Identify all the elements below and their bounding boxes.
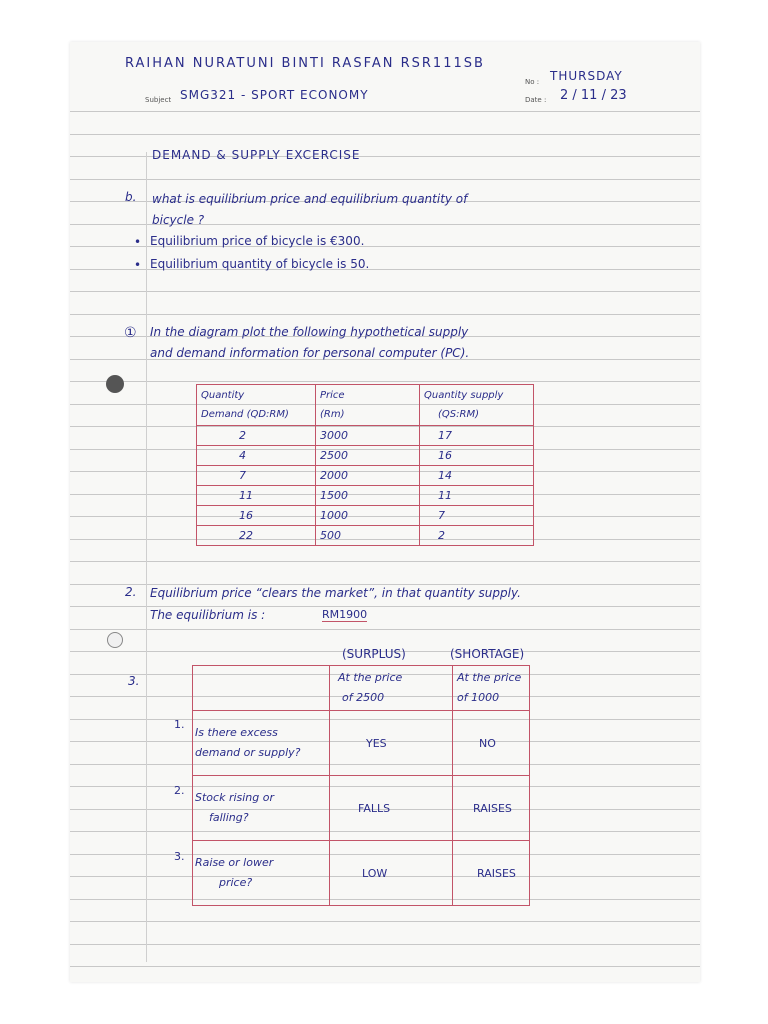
shortage-answer-cell: RAISES (453, 776, 530, 841)
bullet: • (134, 235, 142, 249)
qs-cell: 14 (420, 466, 534, 486)
empty-cell (193, 666, 330, 711)
page-title: DEMAND & SUPPLY EXCERCISE (152, 148, 361, 162)
row-number: 1. (174, 718, 185, 731)
margin-line (146, 152, 147, 962)
surplus-label: (SURPLUS) (342, 647, 406, 661)
table-row (197, 426, 534, 446)
table-header-row (193, 666, 530, 711)
qd-cell: 7 (197, 466, 316, 486)
bullet: • (134, 258, 142, 272)
qs-cell: 11 (420, 486, 534, 506)
price-cell: 1000 (316, 506, 420, 526)
answer-quantity: Equilibrium quantity of bicycle is 50. (150, 257, 370, 271)
qs-cell: 17 (420, 426, 534, 446)
student-name: RAIHAN NURATUNI BINTI RASFAN RSR111SB (125, 56, 485, 71)
subject-label: Subject (145, 96, 172, 104)
table-row (197, 526, 534, 546)
ruled-line (70, 134, 700, 135)
qd-cell: 22 (197, 526, 316, 546)
question-b-text: what is equilibrium price and equilibrium quantity of (152, 192, 468, 206)
question-1-text-cont: and demand information for personal computer (PC). (150, 346, 470, 360)
notebook-page (70, 42, 700, 982)
ruled-line (70, 921, 700, 922)
header-price: Price (Rm) (316, 385, 420, 426)
qs-cell: 16 (420, 446, 534, 466)
question-2-marker: 2. (125, 585, 137, 599)
qd-cell: 2 (197, 426, 316, 446)
question-2-text: Equilibrium price “clears the market”, in that quantity supply. (150, 586, 521, 600)
ruled-line (70, 111, 700, 112)
header-quantity-supply: Quantity supply (QS:RM) (420, 385, 534, 426)
question-1-marker: ① (124, 325, 137, 341)
qs-cell: 2 (420, 526, 534, 546)
question-b-marker: b. (125, 190, 137, 204)
header-price-1000: At the price of 1000 (453, 666, 530, 711)
question-b-text-cont: bicycle ? (152, 213, 205, 227)
ruled-line (70, 179, 700, 180)
punch-hole-outline (107, 632, 123, 648)
row-number: 3. (174, 850, 185, 863)
day: THURSDAY (550, 69, 623, 83)
price-cell: 1500 (316, 486, 420, 506)
qs-cell: 7 (420, 506, 534, 526)
price-cell: 500 (316, 526, 420, 546)
date-label: Date : (525, 96, 547, 104)
row-number: 2. (174, 784, 185, 797)
question-1-text: In the diagram plot the following hypothetical supply (150, 325, 469, 339)
shortage-answer-cell: RAISES (453, 841, 530, 906)
table-row (193, 841, 530, 906)
supply-demand-table (196, 384, 534, 546)
ruled-line (70, 381, 700, 382)
table-row (197, 466, 534, 486)
price-cell: 3000 (316, 426, 420, 446)
question-2-text-cont: The equilibrium is : (150, 608, 266, 622)
question-cell: Raise or lower price? (193, 841, 330, 906)
date: 2 / 11 / 23 (560, 88, 627, 103)
table-row (197, 486, 534, 506)
ruled-line (70, 584, 700, 585)
ruled-line (70, 314, 700, 315)
ruled-line (70, 561, 700, 562)
header-price-2500: At the price of 2500 (330, 666, 453, 711)
shortage-label: (SHORTAGE) (450, 647, 525, 661)
no-label: No : (525, 78, 540, 86)
ruled-line (70, 291, 700, 292)
punch-hole (106, 375, 124, 393)
surplus-answer-cell: YES (330, 711, 453, 776)
shortage-answer-cell: NO (453, 711, 530, 776)
table-row (193, 711, 530, 776)
qd-cell: 11 (197, 486, 316, 506)
table-row (193, 776, 530, 841)
table-row (197, 446, 534, 466)
price-cell: 2500 (316, 446, 420, 466)
table-row (197, 506, 534, 526)
question-cell: Stock rising or falling? (193, 776, 330, 841)
ruled-line (70, 944, 700, 945)
subject: SMG321 - SPORT ECONOMY (180, 88, 369, 102)
table-header-row (197, 385, 534, 426)
qd-cell: 4 (197, 446, 316, 466)
surplus-answer-cell: FALLS (330, 776, 453, 841)
ruled-line (70, 629, 700, 630)
header-quantity-demand: Quantity Demand (QD:RM) (197, 385, 316, 426)
surplus-shortage-table (192, 665, 530, 906)
question-3-marker: 3. (128, 674, 140, 688)
question-cell: Is there excess demand or supply? (193, 711, 330, 776)
surplus-answer-cell: LOW (330, 841, 453, 906)
answer-price: Equilibrium price of bicycle is €300. (150, 234, 365, 248)
ruled-line (70, 606, 700, 607)
qd-cell: 16 (197, 506, 316, 526)
equilibrium-answer: RM1900 (322, 608, 368, 621)
ruled-line (70, 966, 700, 967)
price-cell: 2000 (316, 466, 420, 486)
